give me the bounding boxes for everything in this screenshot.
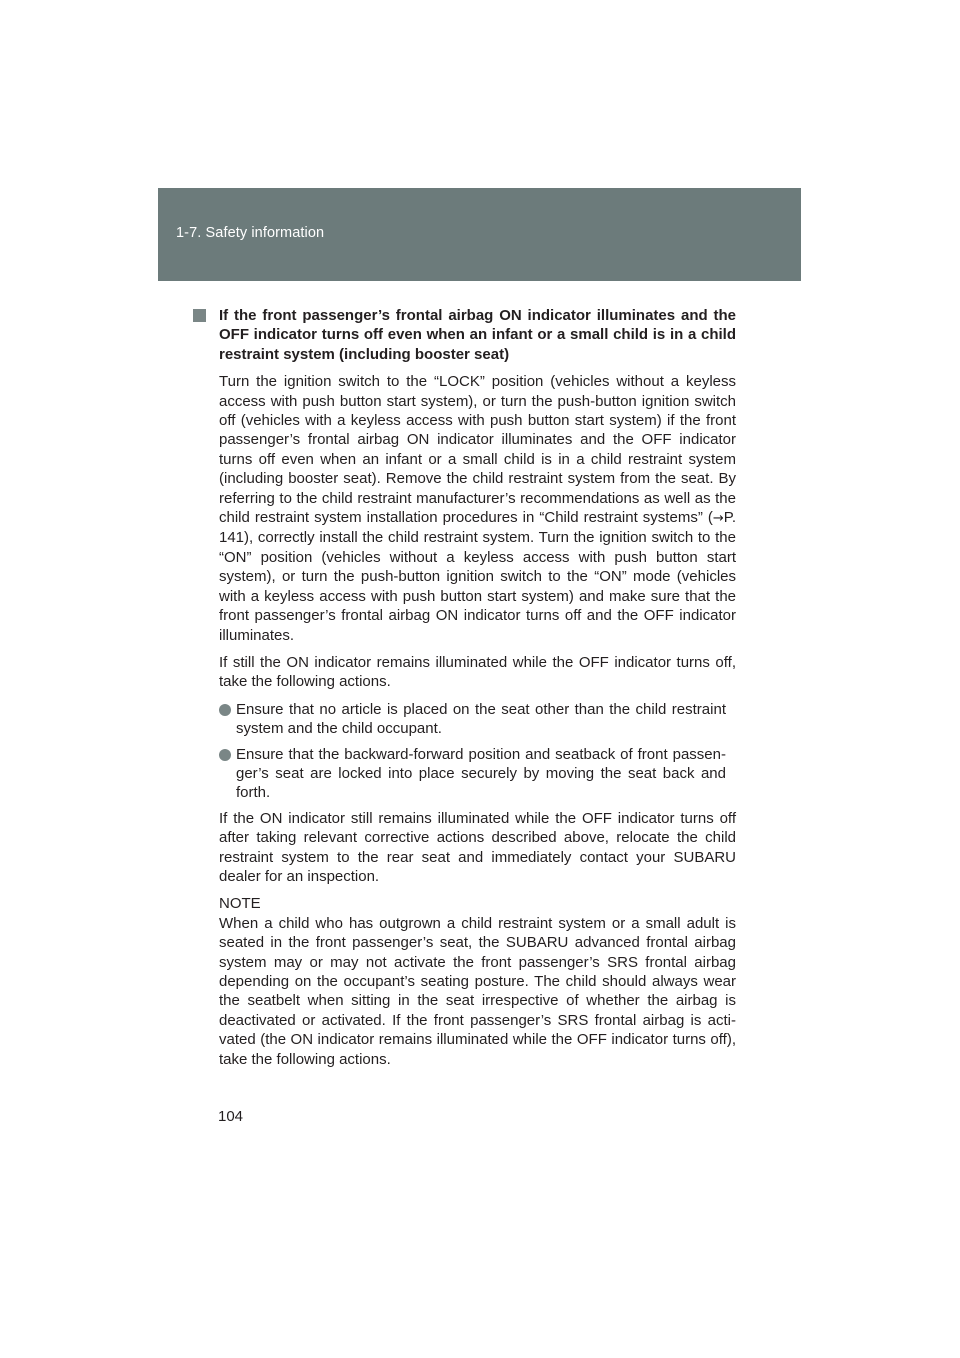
arrow-icon: → <box>712 511 724 527</box>
square-bullet-icon <box>193 309 206 322</box>
note-block <box>219 894 736 1069</box>
bullet-dot-icon <box>219 749 231 761</box>
section-title: 1-7. Safety information <box>176 225 325 241</box>
subsection-heading <box>193 306 736 364</box>
page-number: 104 <box>218 1108 244 1125</box>
list-item <box>219 745 736 803</box>
heading-text: If the front passenger’s frontal airbag ON indicator illuminates and the OFF indicator turns off even when an infant or a small child is in a child restraint system (including booster seat) <box>219 307 736 363</box>
paragraph-relocate: If the ON indicator still remains illuminated while the OFF indicator turns off after taking relevant corrective actions described above, relocate the child restraint system to the rear seat and immediately contact your SUBARU dealer for an inspection. <box>219 809 736 885</box>
bullet-dot-icon <box>219 704 231 716</box>
paragraph-instructions-part2: P. 141), correctly install the child restraint system. Turn the ignition switch to the “ON” position (vehicles without a keyless access with push button start system), or turn the push-button ignition switch to the “ON” mode (vehicles with a keyless access with push button start system) and make sure that the front passenger’s frontal airbag ON indicator turns off and the OFF indicator illuminates. <box>219 509 736 644</box>
list-item-text: Ensure that the backward-forward position and seatback of front passen-ger’s seat are locked into place securely by moving the seat back and forth. <box>236 745 726 802</box>
list-item-text: Ensure that no article is placed on the seat other than the child restraint system and the child occupant. <box>236 700 726 738</box>
note-text: When a child who has outgrown a child restraint system or a small adult is seated in the front passenger’s seat, the SUBARU advanced frontal airbag system may or may not activate the front passenger’s SRS frontal airbag depending on the occupant’s seating posture. The child should always wear the seatbelt when sitting in the seat irrespective of whether the airbag is deactivated or activated. If the front passenger’s SRS frontal airbag is acti-vated (the ON indicator remains illuminated while the OFF indicator turns off), take the following actions. <box>219 914 736 1068</box>
section-header-band <box>158 188 801 281</box>
paragraph-instructions <box>219 372 736 645</box>
paragraph-if-still-on: If still the ON indicator remains illuminated while the OFF indicator turns off, take the following actions. <box>219 653 736 691</box>
page-content <box>193 306 736 1077</box>
paragraph-instructions-part1: Turn the ignition switch to the “LOCK” position (vehicles without a keyless access with push button start system), or turn the push-button ignition switch off (vehicles with a keyless access with push button start system) if the front passenger’s frontal airbag ON indicator illuminates and the OFF indicator turns off even when an infant or a small child is in a child restraint system (including booster seat). Remove the child restraint system from the seat. By referring to the child restraint manufacturer’s recommendations as well as the child restraint system installation procedures in “Child restraint systems” ( <box>219 373 736 527</box>
list-item <box>219 700 736 739</box>
note-title: NOTE <box>219 895 261 913</box>
